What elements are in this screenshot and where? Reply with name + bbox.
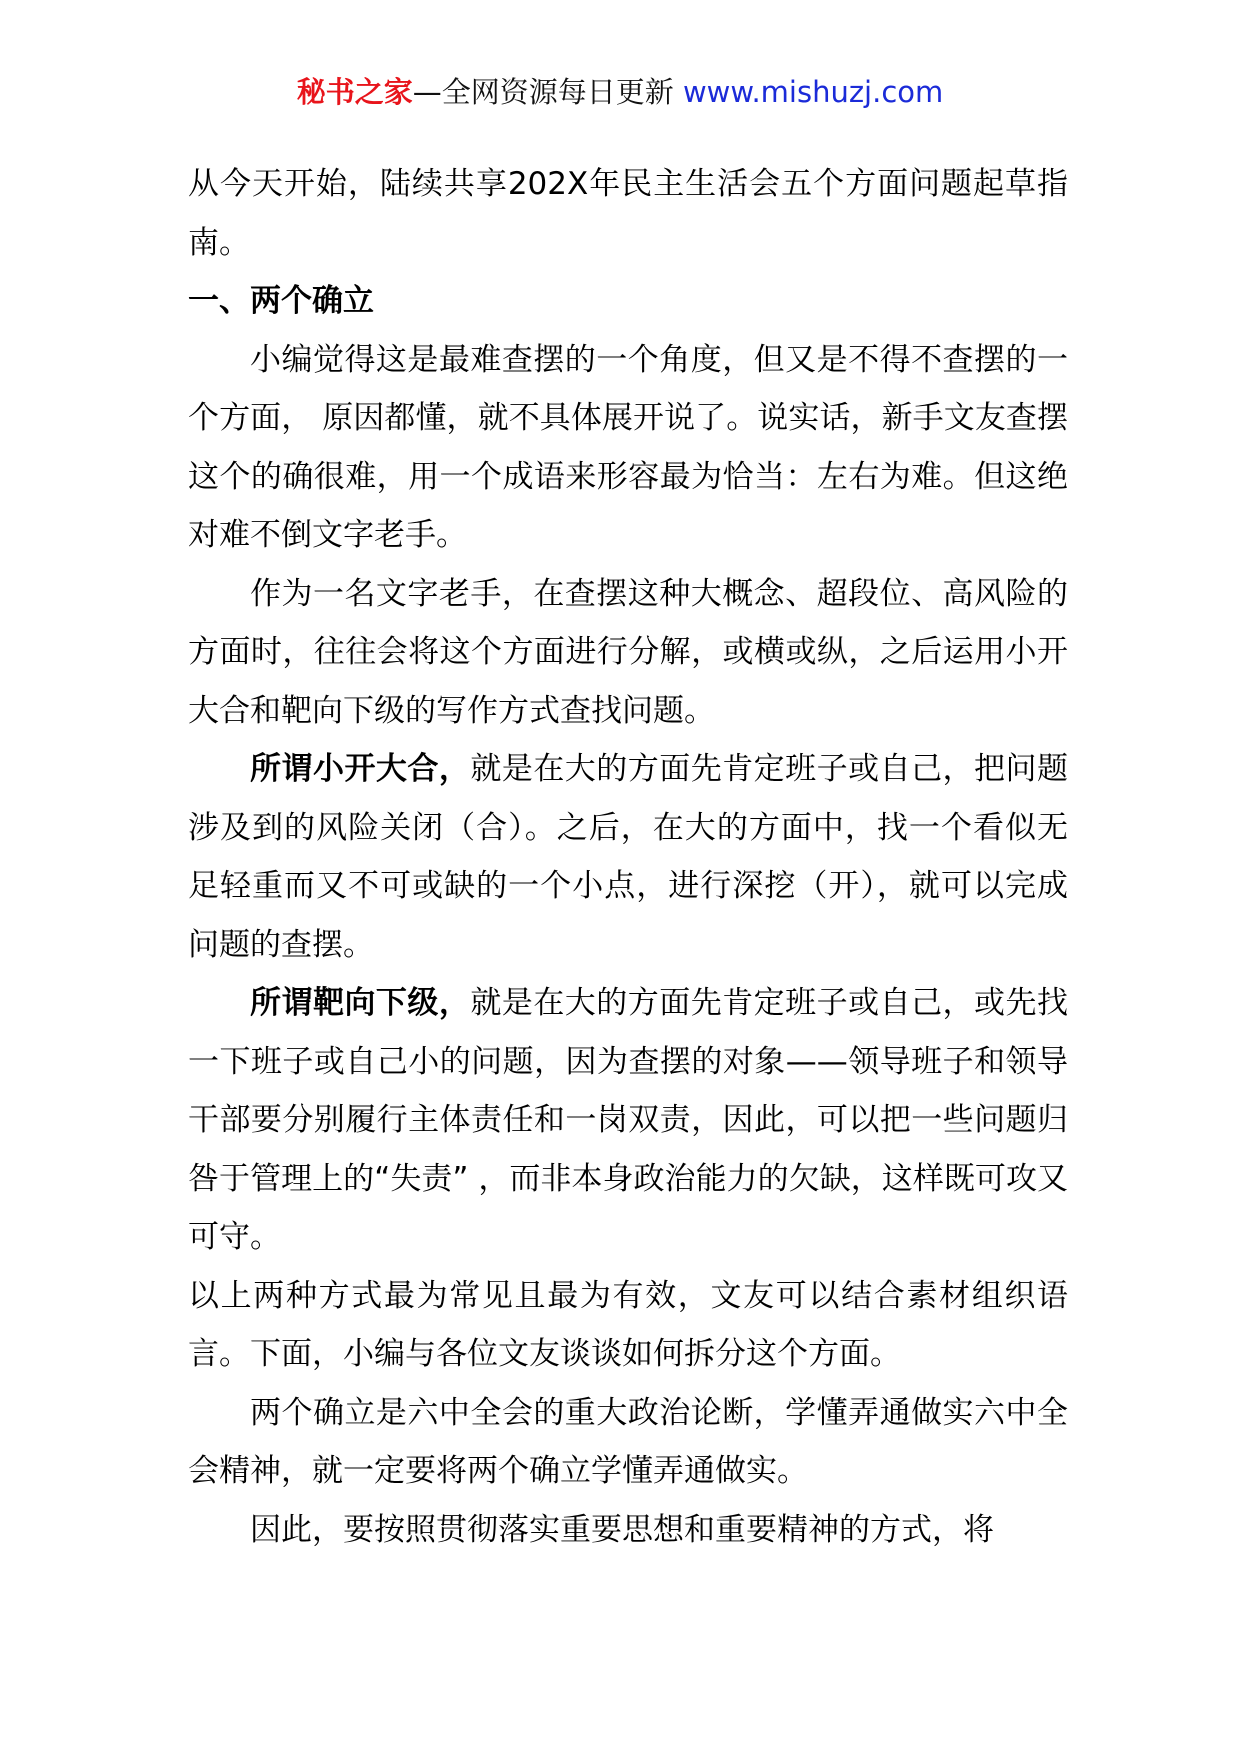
page-header <box>0 72 1240 112</box>
paragraph-4 <box>188 974 1068 1267</box>
paragraph-7: 因此，要按照贯彻落实重要思想和重要精神的方式，将 <box>250 1511 994 1548</box>
paragraph-4-text: 就是在大的方面先肯定班子或自己，或先找一下班子或自己小的问题，因为查摆的对象——领导班子和领导干部要分别履行主体责任和一岗双责，因此，可以把一些问题归咎于管理上的“失责” ，而非本身政治能力的欠缺，这样既可攻又可守。 <box>188 985 1068 1255</box>
header-tagline: —全网资源每日更新 <box>412 75 674 109</box>
paragraph-4-lead: 所谓靶向下级， <box>250 985 471 1021</box>
paragraph-6: 两个确立是六中全会的重大政治论断，学懂弄通做实六中全会精神，就一定要将两个确立学懂弄通做实。 <box>188 1394 1068 1489</box>
intro-paragraph: 从今天开始，陆续共享202X年民主生活会五个方面问题起草指南。 <box>188 166 1068 261</box>
document-body <box>188 155 1068 1559</box>
paragraph-5: 以上两种方式最为常见且最为有效，文友可以结合素材组织语言。下面，小编与各位文友谈谈如何拆分这个方面。 <box>188 1277 1068 1372</box>
brand-name: 秘书之家 <box>296 75 413 109</box>
section-heading: 一、两个确立 <box>188 283 374 319</box>
paragraph-2: 作为一名文字老手，在查摆这种大概念、超段位、高风险的方面时，往往会将这个方面进行分解，或横或纵，之后运用小开大合和靶向下级的写作方式查找问题。 <box>188 575 1068 729</box>
paragraph-3 <box>188 740 1068 974</box>
paragraph-3-lead: 所谓小开大合， <box>250 751 471 787</box>
paragraph-1: 小编觉得这是最难查摆的一个角度，但又是不得不查摆的一个方面， 原因都懂，就不具体展开说了。说实话，新手文友查摆这个的确很难，用一个成语来形容最为恰当：左右为难。但这绝对难不倒文字老手。 <box>188 341 1068 553</box>
site-url-link[interactable]: www.mishuzj.com <box>682 75 944 109</box>
paragraph-3-text: 就是在大的方面先肯定班子或自己，把问题涉及到的风险关闭（合）。之后，在大的方面中，找一个看似无足轻重而又不可或缺的一个小点，进行深挖（开），就可以完成问题的查摆。 <box>188 751 1068 963</box>
